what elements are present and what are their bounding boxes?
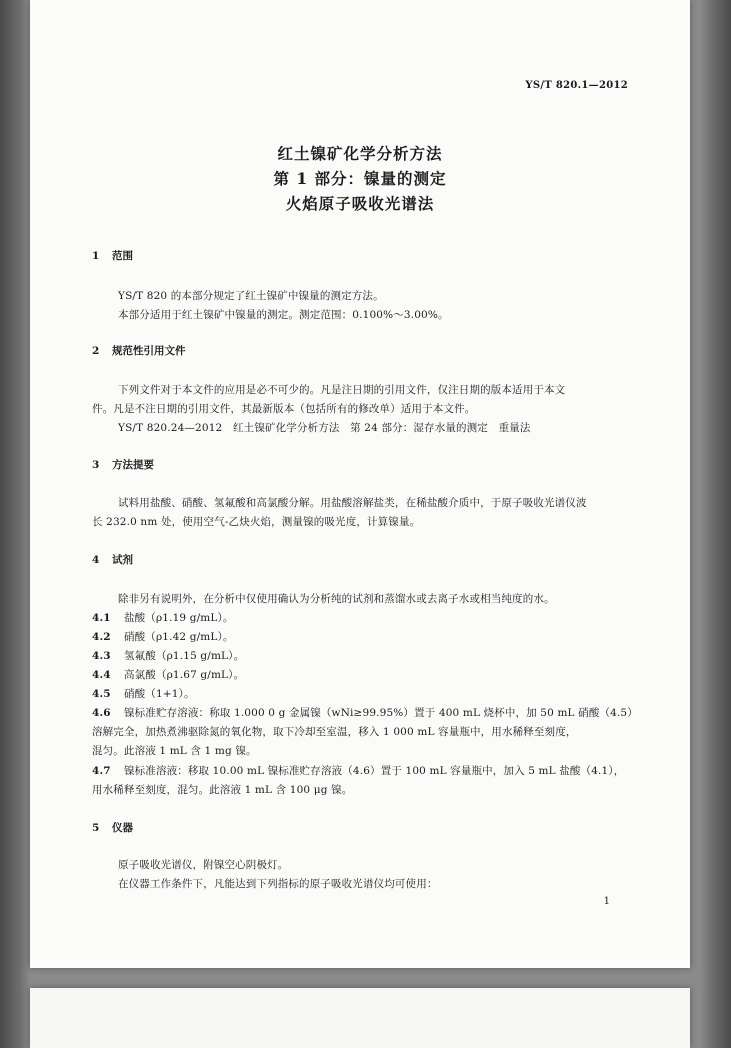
- reagent-4-6-line-3: 混匀。此溶液 1 mL 含 1 mg 镍。: [92, 745, 257, 757]
- reagent-number: 4.4: [92, 669, 111, 681]
- reagent-text: 氢氟酸（ρ1.15 g/mL）。: [124, 650, 245, 662]
- section-2-title: 规范性引用文件: [112, 345, 186, 357]
- reagent-item: [92, 648, 244, 663]
- section-5-title: 仪器: [112, 822, 133, 834]
- section-4-number: 4: [92, 554, 100, 566]
- section-1-heading: [92, 248, 133, 263]
- section-4-title: 试剂: [112, 554, 133, 566]
- section-3-heading: [92, 457, 154, 472]
- reagent-text: 镍标准贮存溶液：称取 1.000 0 g 金属镍（wNi≥99.95%）置于 400 mL 烧杯中，加 50 mL 硝酸（4.5）: [124, 707, 638, 719]
- section-5-paragraph-2: 在仪器工作条件下，凡能达到下列指标的原子吸收光谱仪均可使用：: [118, 878, 438, 890]
- section-3-number: 3: [92, 459, 100, 471]
- section-4-heading: [92, 552, 133, 567]
- section-1-number: 1: [92, 250, 100, 262]
- reagent-item-4-6: [92, 705, 638, 720]
- section-5-heading: [92, 820, 133, 835]
- section-2-paragraph-1b: 件。凡是不注日期的引用文件，其最新版本（包括所有的修改单）适用于本文件。: [92, 403, 476, 415]
- reagent-item: [92, 686, 195, 701]
- section-2-reference: YS/T 820.24—2012 红土镍矿化学分析方法 第 24 部分：湿存水量的测定 重量法: [118, 422, 531, 434]
- page-number: 1: [603, 896, 610, 907]
- reagent-number: 4.5: [92, 688, 111, 700]
- next-page: [30, 988, 690, 1048]
- reagent-text: 盐酸（ρ1.19 g/mL）。: [124, 612, 234, 624]
- reagent-number: 4.1: [92, 612, 111, 624]
- reagent-item: [92, 629, 234, 644]
- reagent-4-6-line-2: 溶解完全，加热煮沸驱除氮的氧化物，取下冷却至室温，移入 1 000 mL 容量瓶中，用水稀释至刻度，: [92, 726, 577, 738]
- document-page: [30, 0, 690, 968]
- section-1-title: 范围: [112, 250, 133, 262]
- standard-number: YS/T 820.1—2012: [525, 80, 628, 91]
- reagent-text: 硝酸（1+1）。: [124, 688, 195, 700]
- reagent-number: 4.3: [92, 650, 111, 662]
- section-5-paragraph-1: 原子吸收光谱仪，附镍空心阴极灯。: [118, 859, 289, 871]
- section-2-paragraph-1a: 下列文件对于本文件的应用是必不可少的。凡是注日期的引用文件，仅注日期的版本适用于本文: [118, 384, 566, 396]
- reagent-text: 硝酸（ρ1.42 g/mL）。: [124, 631, 234, 643]
- section-2-heading: [92, 343, 186, 358]
- reagent-item-4-7: [92, 763, 624, 778]
- section-2-number: 2: [92, 345, 100, 357]
- section-1-paragraph-1: YS/T 820 的本部分规定了红土镍矿中镍量的测定方法。: [118, 290, 384, 302]
- section-3-title: 方法提要: [112, 459, 154, 471]
- section-3-paragraph-1a: 试料用盐酸、硝酸、氢氟酸和高氯酸分解。用盐酸溶解盐类，在稀盐酸介质中，于原子吸收光谱仪波: [118, 497, 587, 509]
- section-1-paragraph-2: 本部分适用于红土镍矿中镍量的测定。测定范围：0.100%～3.00%。: [118, 309, 449, 321]
- reagent-item: [92, 667, 244, 682]
- title-line-3: 火焰原子吸收光谱法: [285, 194, 435, 213]
- reagent-number: 4.6: [92, 707, 111, 719]
- title-line-1: 红土镍矿化学分析方法: [277, 144, 443, 163]
- reagent-number: 4.2: [92, 631, 111, 643]
- reagent-item: [92, 610, 234, 625]
- reagent-number: 4.7: [92, 765, 111, 777]
- title-line-2: 第 1 部分：镍量的测定: [273, 169, 447, 188]
- section-5-number: 5: [92, 822, 100, 834]
- reagent-4-7-line-2: 用水稀释至刻度，混匀。此溶液 1 mL 含 100 μg 镍。: [92, 784, 353, 796]
- reagent-text: 镍标准溶液：移取 10.00 mL 镍标准贮存溶液（4.6）置于 100 mL 容量瓶中，加入 5 mL 盐酸（4.1），: [124, 765, 625, 777]
- section-3-paragraph-1b: 长 232.0 nm 处，使用空气-乙炔火焰，测量镍的吸光度，计算镍量。: [92, 516, 421, 528]
- section-4-intro: 除非另有说明外，在分析中仅使用确认为分析纯的试剂和蒸馏水或去离子水或相当纯度的水。: [118, 593, 555, 605]
- reagent-text: 高氯酸（ρ1.67 g/mL）。: [124, 669, 245, 681]
